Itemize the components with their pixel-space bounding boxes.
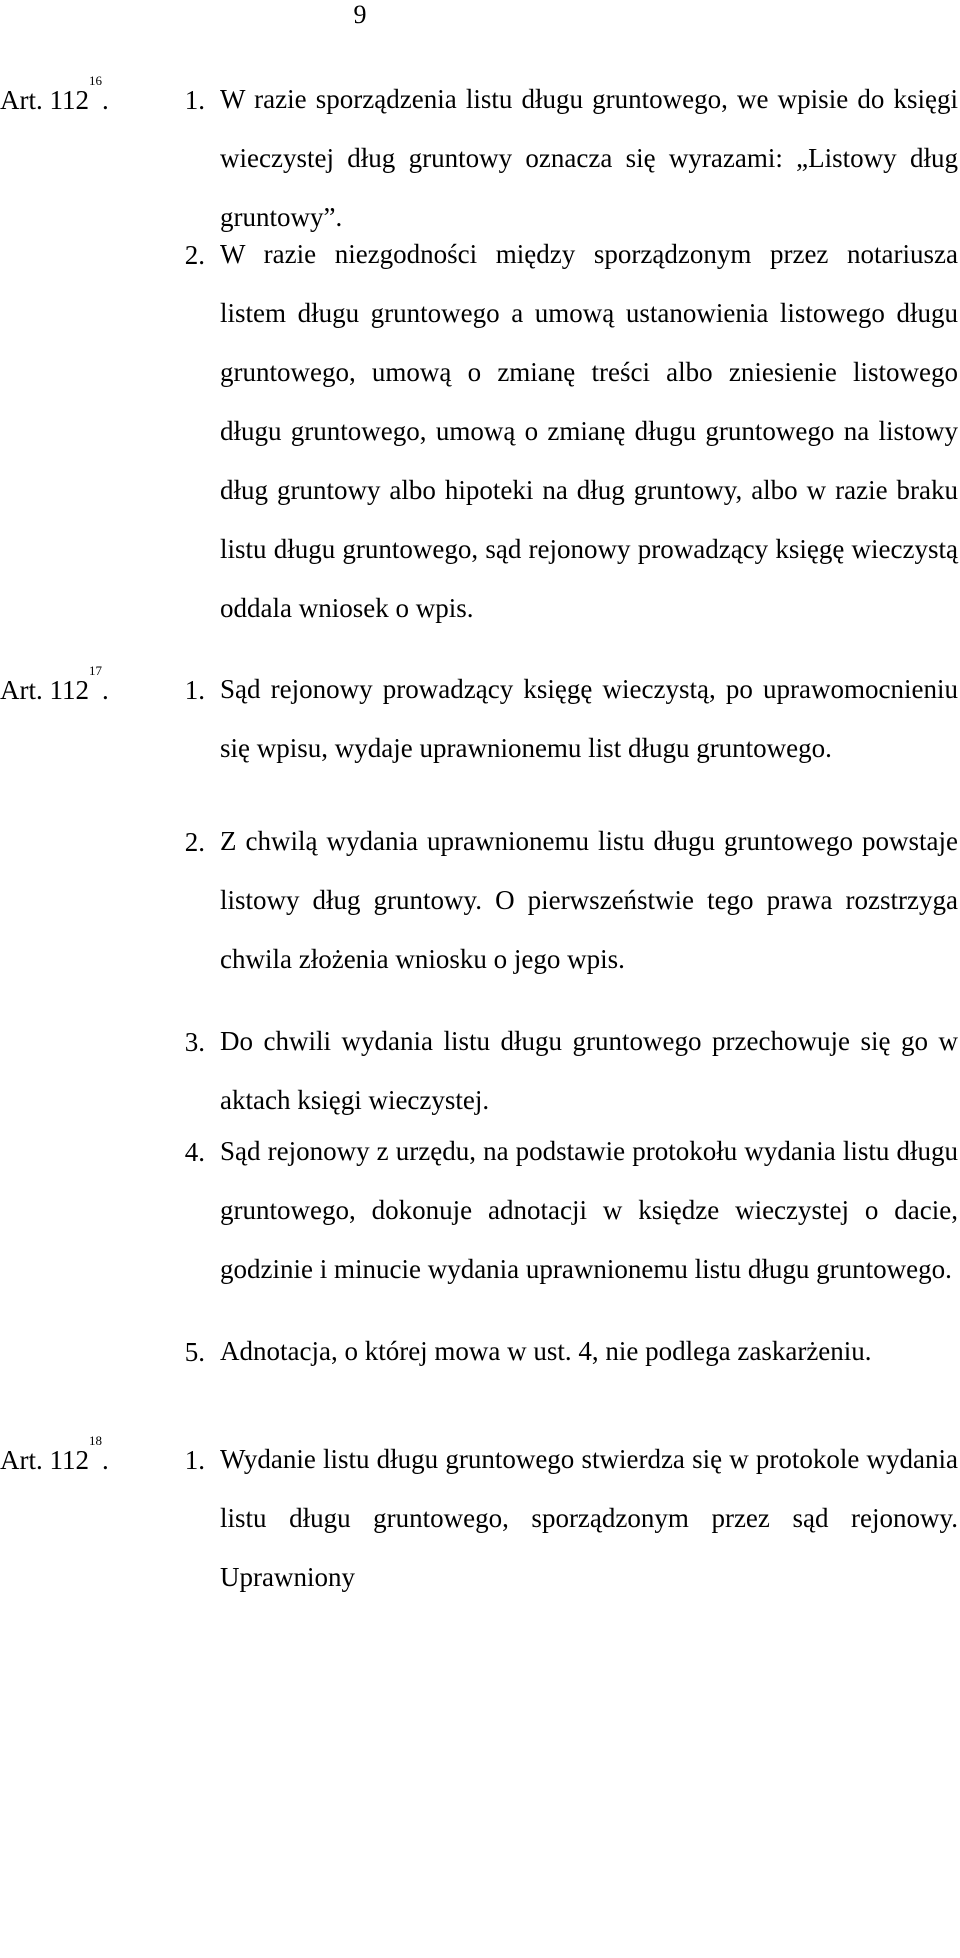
article-label-suffix: . [102, 675, 109, 705]
paragraph-text: Sąd rejonowy z urzędu, na podstawie protokołu wydania listu długu gruntowego, dokonuje adnotacji w księdze wieczystej o dacie, godzinie i minucie wydania uprawnionemu listu długu gruntowego. [220, 1136, 958, 1284]
paragraph-number: 1. [184, 675, 205, 705]
paragraph-number: 4. [184, 1137, 205, 1167]
page-number: 9 [353, 0, 367, 29]
paragraph-text: Wydanie listu długu gruntowego stwierdza się w protokole wydania listu długu gruntowego, sporządzonym przez sąd rejonowy. Uprawniony [220, 1444, 958, 1592]
paragraph-number: 1. [184, 85, 205, 115]
article-label: Art. 112 [0, 1445, 89, 1475]
article-heading [0, 73, 109, 120]
article-superscript: 18 [89, 1433, 102, 1448]
article-superscript: 16 [89, 73, 102, 88]
paragraph-number: 1. [184, 1445, 205, 1475]
article-label-suffix: . [102, 85, 109, 115]
paragraph-text: Do chwili wydania listu długu gruntowego przechowuje się go w aktach księgi wieczystej. [220, 1026, 958, 1115]
paragraph-text: Z chwilą wydania uprawnionemu listu długu gruntowego powstaje listowy dług gruntowy. O pierwszeństwie tego prawa rozstrzyga chwila złożenia wniosku o jego wpis. [220, 826, 958, 974]
article-heading [0, 663, 109, 710]
paragraph-number: 2. [184, 827, 205, 857]
article-label: Art. 112 [0, 85, 89, 115]
article-label: Art. 112 [0, 675, 89, 705]
paragraph-text: Adnotacja, o której mowa w ust. 4, nie podlega zaskarżeniu. [220, 1336, 872, 1366]
paragraph-number: 5. [184, 1337, 205, 1367]
article-heading [0, 1433, 109, 1480]
paragraph-text: W razie sporządzenia listu długu gruntowego, we wpisie do księgi wieczystej dług gruntowy oznacza się wyrazami: „Listowy dług gruntowy”. [220, 84, 958, 232]
paragraph-text: Sąd rejonowy prowadzący księgę wieczystą, po uprawomocnieniu się wpisu, wydaje uprawnionemu list długu gruntowego. [220, 674, 958, 763]
paragraph-text: W razie niezgodności między sporządzonym przez notariusza listem długu gruntowego a umową ustanowienia listowego długu gruntowego, umową o zmianę treści albo zniesienie listowego długu gruntowego, umową o zmianę długu gruntowego na listowy dług gruntowy albo hipoteki na dług gruntowy, albo w razie braku listu długu gruntowego, sąd rejonowy prowadzący księgę wieczystą oddala wniosek o wpis. [220, 239, 958, 623]
paragraph-number: 2. [184, 240, 205, 270]
article-superscript: 17 [89, 663, 102, 678]
article-label-suffix: . [102, 1445, 109, 1475]
paragraph-number: 3. [184, 1027, 205, 1057]
